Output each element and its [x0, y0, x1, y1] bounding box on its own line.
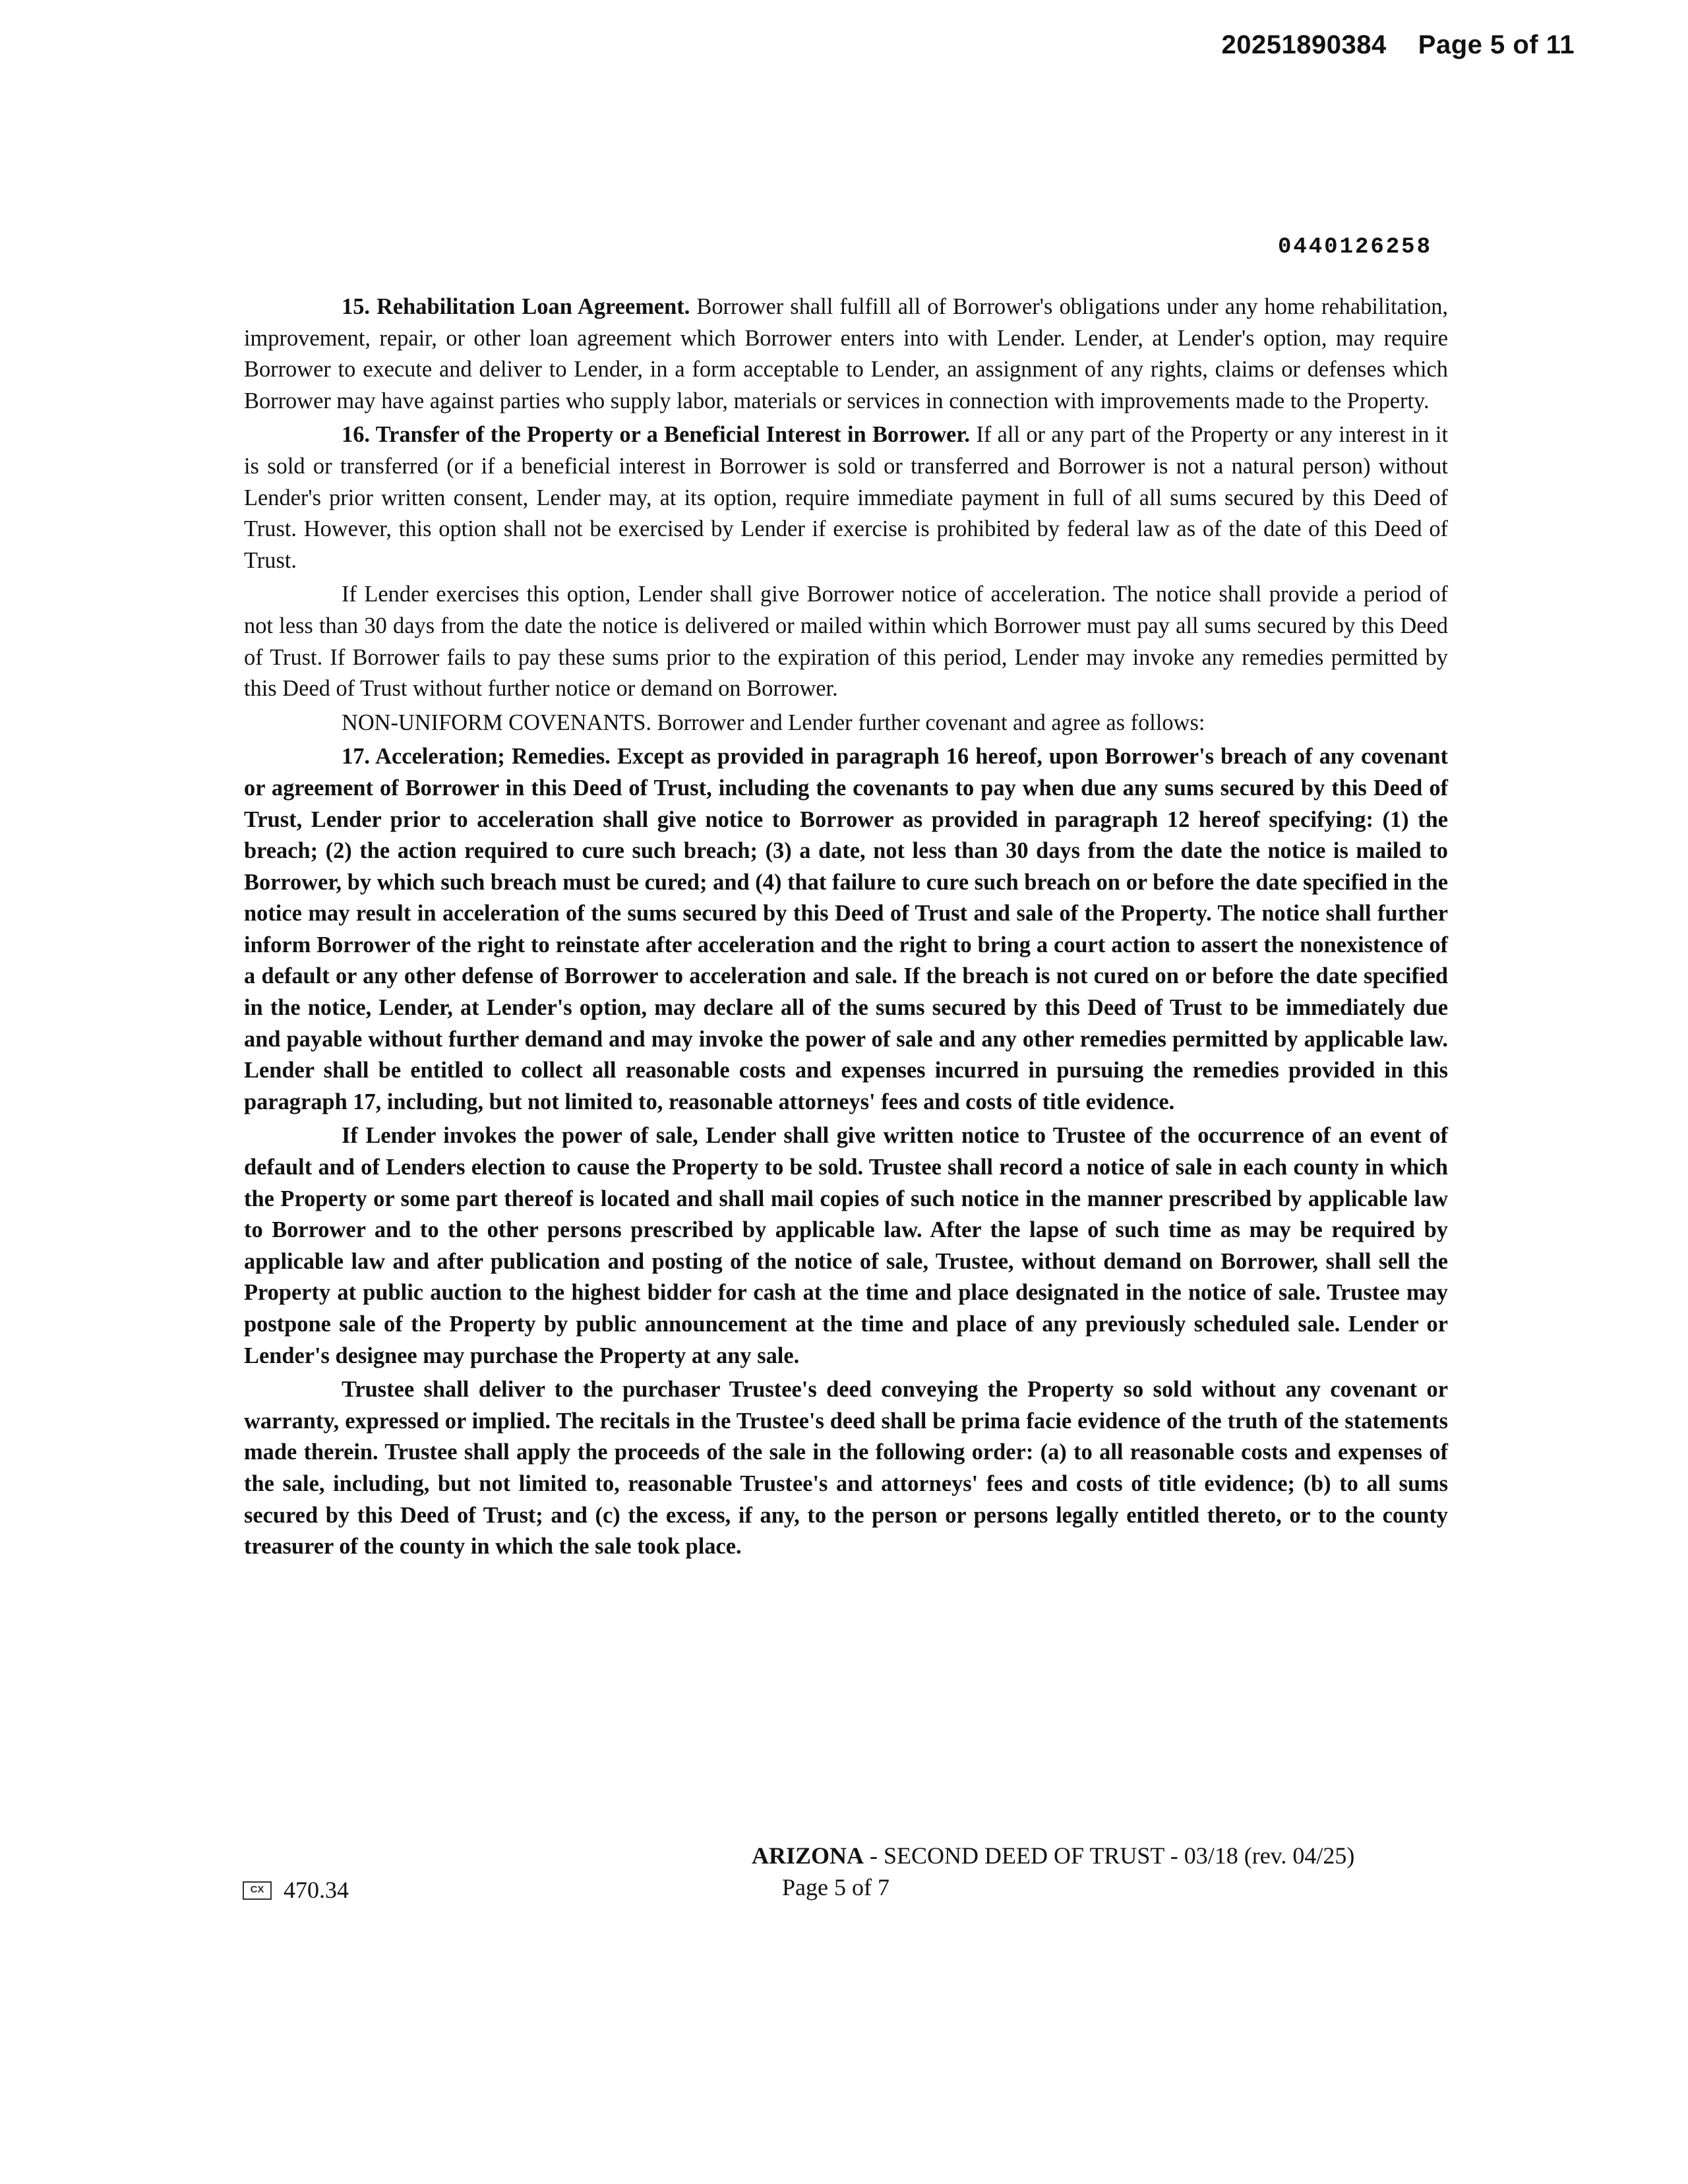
recording-page-indicator: Page 5 of 11	[1418, 30, 1575, 59]
paragraph-17: 17. Acceleration; Remedies. Except as provided in paragraph 16 hereof, upon Borrower's breach of any covenant or agreement of Borrower in this Deed of Trust, including the covenants to pay when due any sums secured by this Deed of Trust, Lender prior to acceleration shall give notice to Borrower as provided in paragraph 12 hereof specifying: (1) the breach; (2) the action required to cure such breach; (3) a date, not less than 30 days from the date the notice is mailed to Borrower, by which such breach must be cured; and (4) that failure to cure such breach on or before the date specified in the notice may result in acceleration of the sums secured by this Deed of Trust and sale of the Property. The notice shall further inform Borrower of the right to reinstate after acceleration and the right to bring a court action to assert the nonexistence of a default or any other defense of Borrower to acceleration and sale. If the breach is not cured on or before the date specified in the notice, Lender, at Lender's option, may declare all of the sums secured by this Deed of Trust to be immediately due and payable without further demand and may invoke the power of sale and any other remedies permitted by applicable law. Lender shall be entitled to collect all reasonable costs and expenses incurred in pursuing the remedies provided in this paragraph 17, including, but not limited to, reasonable attorneys' fees and costs of title evidence.	[244, 744, 1448, 1114]
loan-number: 0440126258	[1277, 235, 1432, 260]
power-of-sale-paragraph: If Lender invokes the power of sale, Lender shall give written notice to Trustee of the occurrence of an event of default and of Lenders election to cause the Property to be sold. Trustee shall record a notice of sale in each county in which the Property or some part thereof is located and shall mail copies of such notice in the manner prescribed by applicable law to Borrower and to the other persons prescribed by applicable law. After the lapse of such time as may be required by applicable law and after publication and posting of the notice of sale, Trustee, without demand on Borrower, shall sell the Property at public auction to the highest bidder for cash at the time and place designated in the notice of sale. Trustee may postpone sale of the Property by public announcement at the time and place of any previously scheduled sale. Lender or Lender's designee may purchase the Property at any sale.	[244, 1123, 1448, 1368]
paragraph-15-heading: 15. Rehabilitation Loan Agreement.	[342, 294, 690, 319]
form-title: - SECOND DEED OF TRUST - 03/18 (rev. 04/25)	[864, 1842, 1355, 1869]
paragraph-16-acceleration-notice: If Lender exercises this option, Lender shall give Borrower notice of acceleration. The notice shall provide a period of not less than 30 days from the date the notice is delivered or mailed within which Borrower must pay all sums secured by this Deed of Trust. If Borrower fails to pay these sums prior to the expiration of this period, Lender may invoke any remedies permitted by this Deed of Trust without further notice or demand on Borrower.	[244, 582, 1448, 702]
non-uniform-covenants: NON-UNIFORM COVENANTS. Borrower and Lender further covenant and agree as follows:	[342, 710, 1205, 735]
form-footer	[752, 1840, 1451, 1903]
paragraph-16-heading: 16. Transfer of the Property or a Beneficial Interest in Borrower.	[342, 422, 971, 448]
form-page-number: Page 5 of 7	[782, 1874, 889, 1900]
recording-header	[1222, 30, 1575, 60]
trustee-deed-paragraph: Trustee shall deliver to the purchaser Trustee's deed conveying the Property so sold without any covenant or warranty, expressed or implied. The recitals in the Trustee's deed shall be prima facie evidence of the truth of the statements made therein. Trustee shall apply the proceeds of the sale in the following order: (a) to all reasonable costs and expenses of the sale, including, but not limited to, reasonable Trustee's and attorneys' fees and costs of title evidence; (b) to all sums secured by this Deed of Trust; and (c) the excess, if any, to the person or persons legally entitled thereto, or to the county treasurer of the county in which the sale took place.	[244, 1377, 1448, 1560]
form-state: ARIZONA	[752, 1842, 864, 1869]
form-icon: CX	[243, 1881, 272, 1900]
form-code	[243, 1874, 349, 1906]
recording-number: 20251890384	[1221, 30, 1387, 59]
paragraph-16	[244, 419, 1448, 576]
form-code-number: 470.34	[284, 1877, 349, 1903]
paragraph-16-text: If all or any part of the Property or any interest in it is sold or transferred (or if a beneficial interest in Borrower is sold or transferred and Borrower is not a natural person) without Lender's prior written consent, Lender may, at its option, require immediate payment in full of all sums secured by this Deed of Trust. However, this option shall not be exercised by Lender if exercise is prohibited by federal law as of the date of this Deed of Trust.	[244, 422, 1448, 573]
paragraph-15	[244, 291, 1448, 417]
paragraph-15-text: Borrower shall fulfill all of Borrower's obligations under any home rehabilitation, improvement, repair, or other loan agreement which Borrower enters into with Lender. Lender, at Lender's option, may require Borrower to execute and deliver to Lender, in a form acceptable to Lender, an assignment of any rights, claims or defenses which Borrower may have against parties who supply labor, materials or services in connection with improvements made to the Property.	[244, 294, 1448, 413]
document-body	[244, 291, 1448, 1565]
